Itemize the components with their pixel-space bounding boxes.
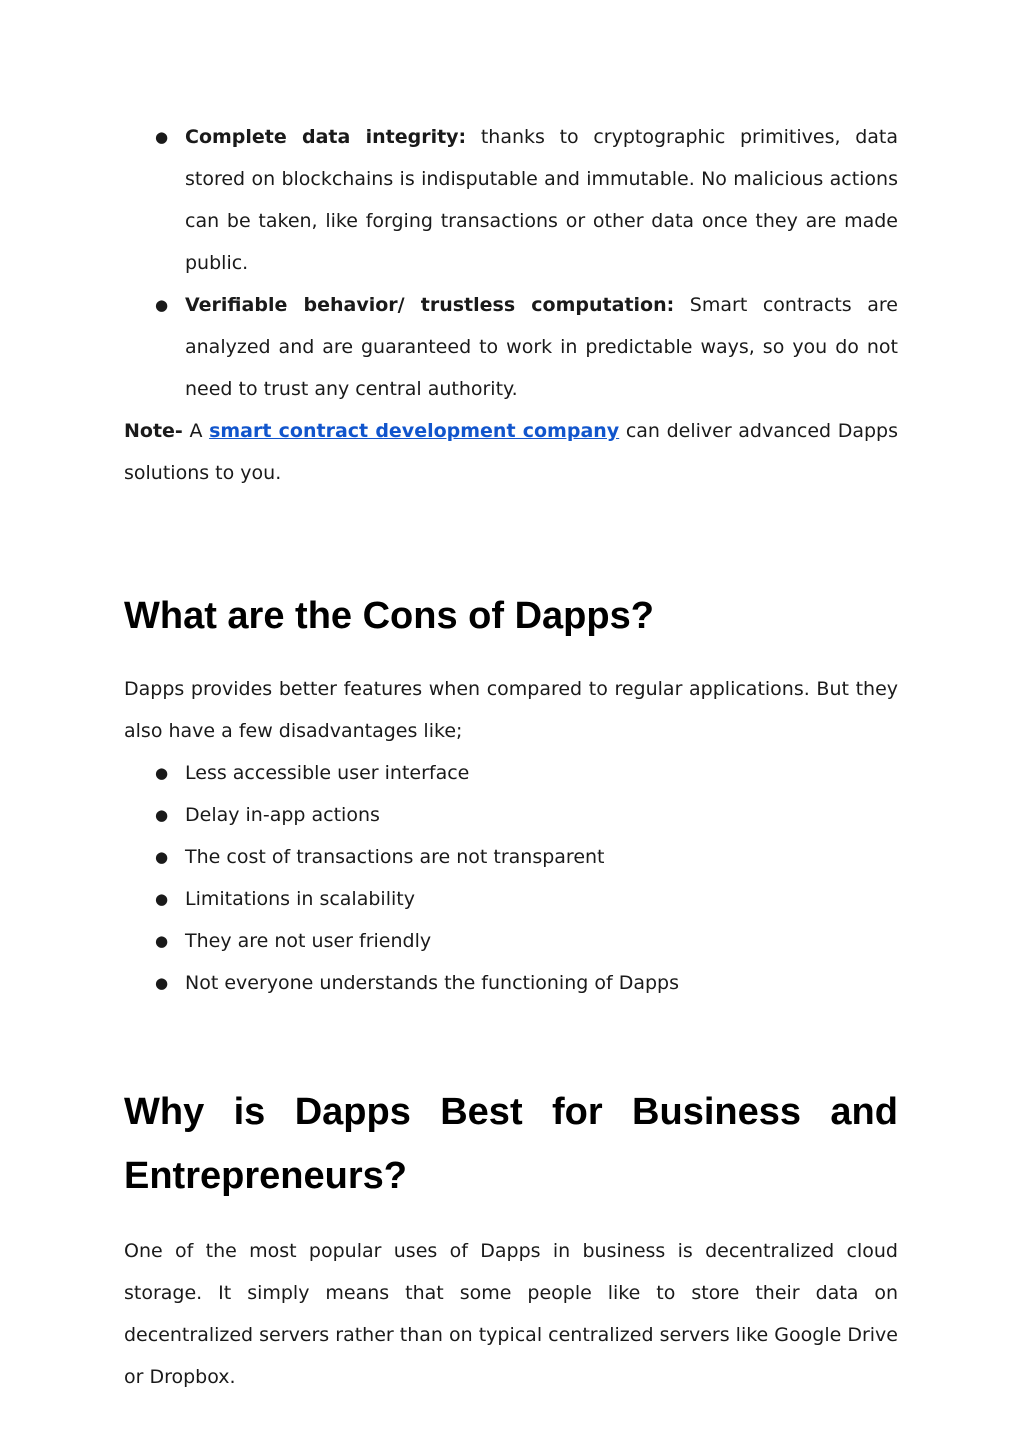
bullet-lead: Complete data integrity: (185, 126, 467, 148)
document-page (124, 116, 898, 1398)
heading-word: and (830, 1091, 898, 1133)
cons-heading: What are the Cons of Dapps? (124, 595, 654, 637)
business-paragraph: One of the most popular uses of Dapps in business is decentralized cloud storage. It simply means that some people like to store their data on decentralized servers rather than on typical centralized servers like Google Drive or Dropbox. (124, 1240, 898, 1388)
list-item-text: Not everyone understands the functioning of Dapps (185, 972, 679, 994)
business-heading-line-2: Entrepreneurs? (124, 1155, 407, 1197)
bullet-lead: Verifiable behavior/ trustless computation: (185, 294, 675, 316)
list-item (124, 752, 898, 794)
bullet-icon: ● (155, 890, 169, 908)
list-item (124, 116, 898, 284)
bullet-text: Smart contracts are analyzed and are guaranteed to work in predictable ways, so you do not need to trust any central authority. (185, 294, 898, 400)
list-item-text: The cost of transactions are not transparent (185, 846, 605, 868)
note-paragraph (124, 410, 898, 494)
list-item (124, 878, 898, 920)
heading-word: Dapps (294, 1091, 411, 1133)
note-after-link: can deliver advanced Dapps solutions to you. (124, 420, 899, 484)
heading-word: for (552, 1091, 603, 1133)
business-heading (124, 1080, 898, 1208)
pros-bullet-list (124, 116, 898, 410)
bullet-icon: ● (155, 128, 169, 146)
note-before-link: A (182, 420, 210, 442)
list-item-text: Delay in-app actions (185, 804, 380, 826)
bullet-icon: ● (155, 974, 169, 992)
bullet-icon: ● (155, 932, 169, 950)
bullet-icon: ● (155, 848, 169, 866)
heading-word: Business (632, 1091, 802, 1133)
bullet-icon: ● (155, 764, 169, 782)
list-item-text: Limitations in scalability (185, 888, 415, 910)
bullet-icon: ● (155, 806, 169, 824)
cons-bullet-list (124, 752, 898, 1004)
bullet-icon: ● (155, 296, 169, 314)
heading-word: Why (124, 1091, 205, 1133)
smart-contract-link[interactable]: smart contract development company (209, 420, 620, 442)
list-item-text: Less accessible user interface (185, 762, 470, 784)
list-item (124, 836, 898, 878)
bullet-text: thanks to cryptographic primitives, data stored on blockchains is indisputable and immutable. No malicious actions can be taken, like forging transactions or other data once they are made public. (185, 126, 898, 274)
list-item-text: They are not user friendly (185, 930, 432, 952)
list-item (124, 794, 898, 836)
list-item (124, 284, 898, 410)
note-label: Note- (124, 420, 183, 442)
business-heading-line-1 (124, 1080, 898, 1144)
list-item (124, 962, 898, 1004)
cons-intro: Dapps provides better features when compared to regular applications. But they also have a few disadvantages like; (124, 678, 898, 742)
list-item (124, 920, 898, 962)
heading-word: is (233, 1091, 266, 1133)
heading-word: Best (440, 1091, 523, 1133)
